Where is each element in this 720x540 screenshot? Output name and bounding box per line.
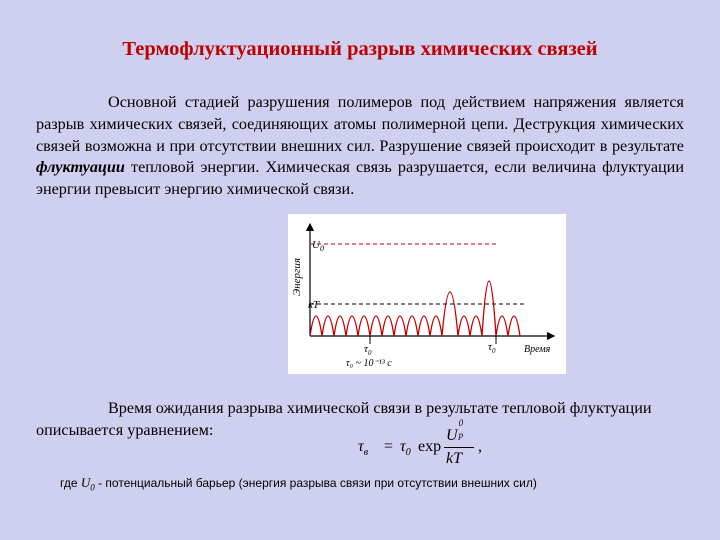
equation-intro-text: Время ожидания разрыва химической связи в результате тепловой флуктуации описывается уравнением:	[36, 399, 652, 439]
footnote-prefix: где	[60, 476, 78, 490]
tau-big-label: $\tau_0$	[488, 341, 496, 355]
tau-small-label: $\tau_0$	[364, 343, 372, 357]
footnote-text: - потенциальный барьер (энергия разрыва связи при отсутствии внешних сил)	[98, 476, 537, 490]
intro-paragraph	[36, 92, 684, 201]
footnote-symbol: $U_0$	[80, 475, 95, 493]
formula-fraction-bar	[444, 447, 474, 448]
fluctuation-curve	[310, 281, 520, 336]
formula-equals: =	[384, 438, 394, 455]
tau-note: τ₀ ~ 10⁻¹³ c	[346, 358, 392, 369]
footnote	[60, 475, 660, 493]
intro-text-1: Основной стадией разрушения полимеров под действием напряжения является разрыв химических связей, соединяющих атомы полимерной цепи. Деструкция химических связей возможна и при отсутствии внешних сил. Разрушение связей происходит в результате	[36, 93, 684, 155]
kt-label: kT	[308, 299, 319, 311]
graph-svg	[288, 214, 566, 374]
intro-text-2: тепловой энергии. Химическая связь разрушается, если величина флуктуации энергии превысит энергию химической связи.	[36, 158, 684, 199]
formula-exp: exp	[418, 438, 442, 455]
formula-comma: ,	[478, 438, 482, 455]
formula-tau0: $\tau_0$	[400, 438, 411, 459]
formula-numerator: U 0 p	[446, 418, 464, 444]
formula-lhs: $\tau_в$	[358, 438, 369, 459]
formula-denominator: kT	[446, 450, 462, 467]
waiting-time-formula	[358, 418, 518, 472]
u0-label: $U_0$	[312, 239, 324, 253]
page-title: Термофлуктуационный разрыв химических связей	[122, 38, 598, 60]
graph-y-label: Энергия	[291, 258, 303, 296]
intro-emphasis: флуктуации	[36, 158, 125, 177]
energy-fluctuation-graph	[288, 214, 566, 374]
x-label: Время	[524, 344, 551, 355]
